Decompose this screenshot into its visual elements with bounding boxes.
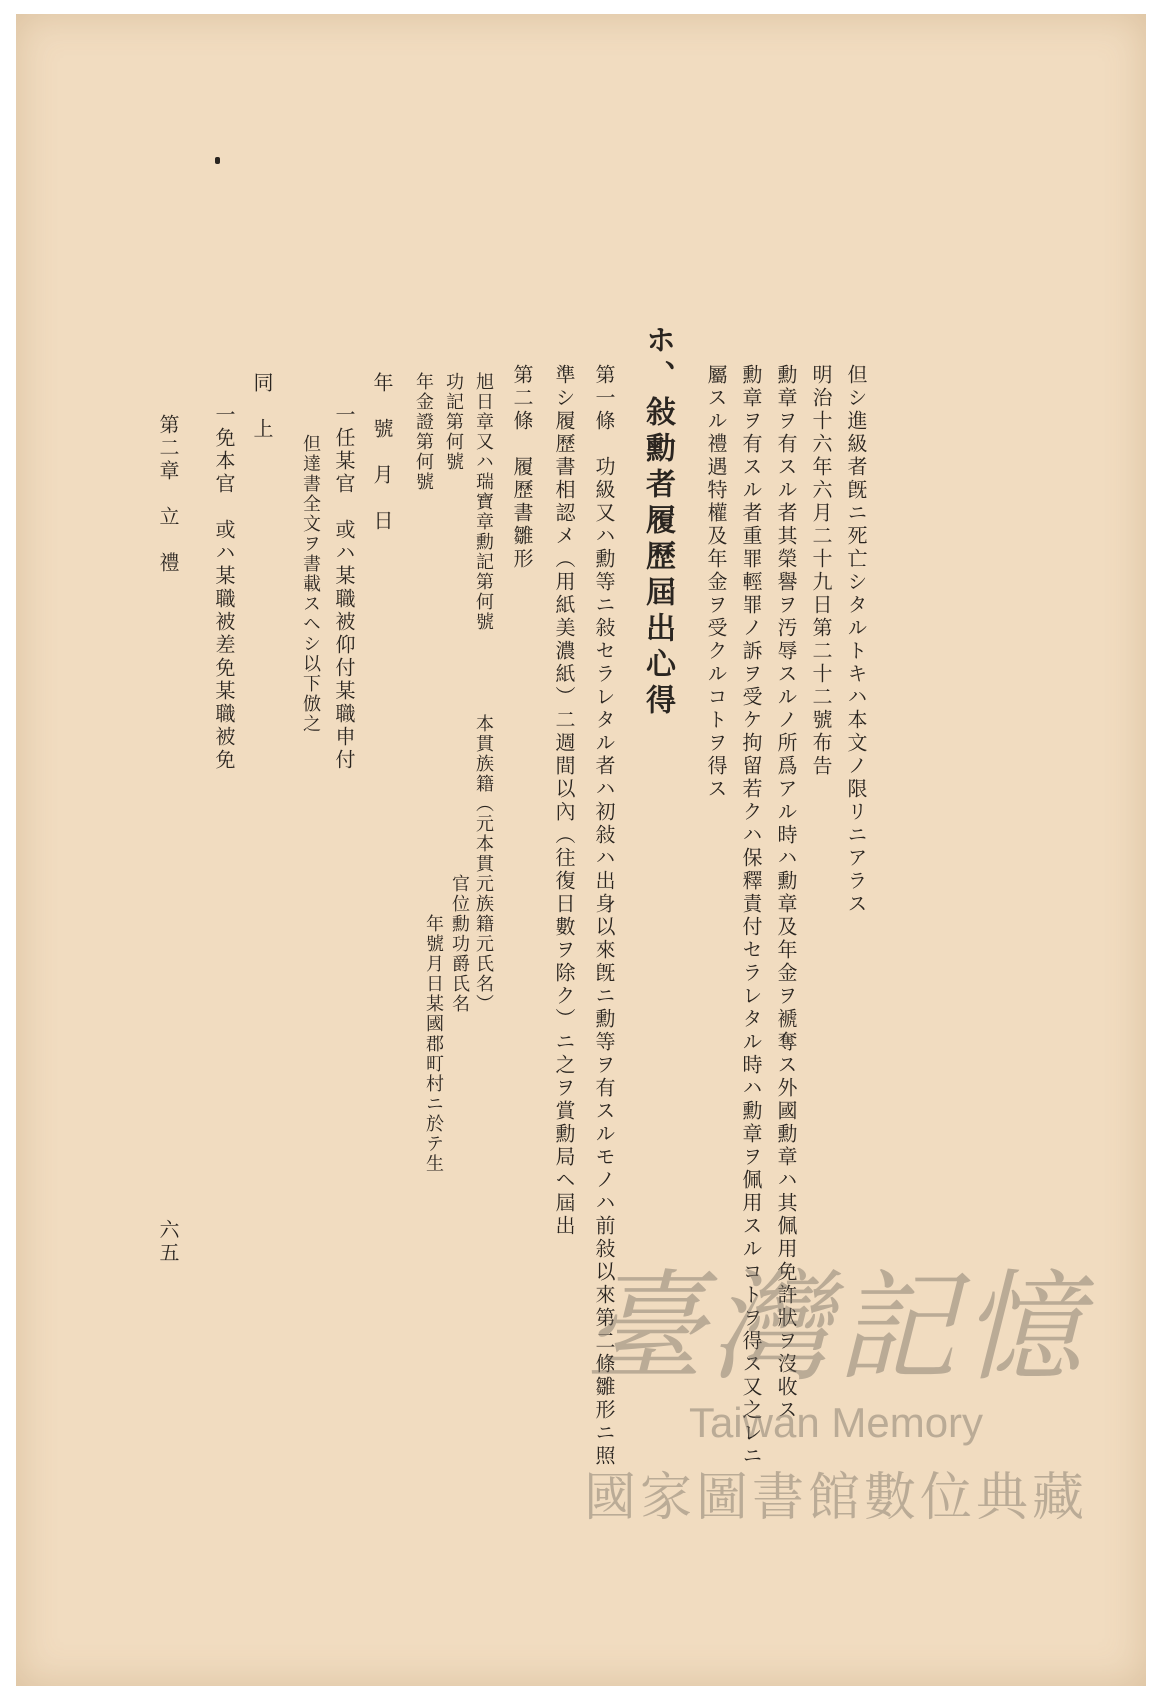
section-heading: ホ、敍勳者履歷屆出心得 [640,324,675,720]
text-column-1: 但シ進級者旣ニ死亡シタルトキハ本文ノ限リニアラス [844,364,868,916]
form-birth-line: 年號月日某國郡町村ニ於テ生 [423,914,444,1174]
text-column-3: 勳章ヲ有スル者其榮譽ヲ汚辱スルノ所爲アル時ハ勳章及年金ヲ褫奪ス外國勳章ハ其佩用免許狀ヲ沒收ス [774,364,798,1422]
form-pension-line: 年金證第何號 [413,372,434,492]
taiwan-memory-watermark [556,1259,1116,1599]
watermark-library: 國家圖書館數位典藏 [583,1468,1088,1528]
dismissal-line: 一免本官 或ハ某職被差免某職被免 [212,404,236,772]
date-line: 年 號 月 日 [370,372,394,533]
appointment-line: 一任某官 或ハ某職被仰付某職申付 [332,404,356,772]
article-1-line-2: 準シ履歷書相認メ（用紙美濃紙）二週間以內（往復日數ヲ除ク）ニ之ヲ賞勳局ヘ屆出 [552,364,576,1238]
article-1-line-1: 第一條 功級又ハ勳等ニ敍セラレタル者ハ初敍ハ出身以來旣ニ勳等ヲ有スルモノハ前敍以來第二條雛形ニ照 [592,364,616,1468]
text-column-4: 勳章ヲ有スル者重罪輕罪ノ訴ヲ受ケ拘留若クハ保釋責付セラレタル時ハ勳章ヲ佩用スルコトヲ得ス又之レニ [739,364,763,1468]
ink-speck [215,157,220,164]
watermark-subtitle: Taiwan Memory [688,1399,984,1446]
document-page [16,14,1146,1686]
text-column-2: 明治十六年六月二十九日第二十二號布告 [809,364,833,778]
text-column-5: 屬スル禮遇特權及年金ヲ受クルコトヲ得ス [704,364,728,801]
form-merit-line: 功記第何號 [443,372,464,472]
form-decoration-line: 旭日章又ハ瑞寶章勳記第何號 [473,372,494,632]
article-2-title: 第二條 履歷書雛形 [510,364,534,571]
page-number: 六五 [156,1219,180,1265]
form-rank-name-line: 官位勳功爵氏名 [449,874,470,1014]
watermark-title: 臺灣記憶 [584,1259,1088,1398]
chapter-title: 第二章 立 禮 [156,414,180,575]
note-line: 但達書全文ヲ書載スヘシ以下倣之 [300,434,321,734]
same-as-above-line: 同 上 [250,372,274,441]
form-domicile-line: 本貫族籍（元本貫元族籍元氏名） [473,714,494,1014]
